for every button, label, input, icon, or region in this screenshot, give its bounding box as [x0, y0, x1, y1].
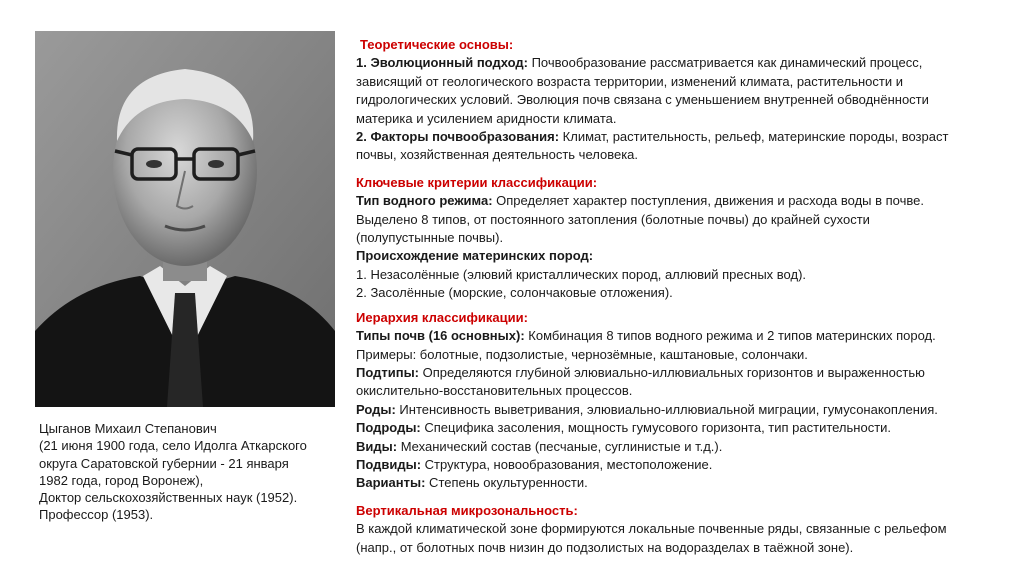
- term-label: Подтипы:: [356, 364, 420, 380]
- portrait-caption: [39, 420, 339, 524]
- text-line: [356, 327, 996, 345]
- term-text: Почвообразование рассматривается как динамический процесс,: [527, 55, 923, 71]
- content-column: [356, 36, 996, 557]
- caption-line: округа Саратовской губернии - 21 января: [39, 455, 289, 471]
- caption-name: Цыганов Михаил Степанович: [39, 421, 217, 436]
- text-line: [356, 364, 996, 382]
- portrait-photo: [35, 31, 335, 407]
- text-line: материка и усилением аридности климата.: [356, 110, 617, 126]
- term-text: Степень окультуренности.: [425, 475, 588, 491]
- term-label: Виды:: [356, 438, 398, 454]
- text-line: [356, 419, 996, 437]
- section-theory: [356, 36, 996, 165]
- term-label: Варианты:: [356, 475, 426, 491]
- text-line: [356, 456, 996, 474]
- text-line: Выделено 8 типов, от постоянного затопления (болотные почвы) до крайней сухости: [356, 211, 870, 227]
- term-label: 2. Факторы почвообразования:: [356, 129, 560, 145]
- section-heading-hierarchy: Иерархия классификации:: [356, 309, 528, 325]
- caption-line: (21 июня 1900 года, село Идолга Аткарского: [39, 438, 307, 454]
- term-text: Определяются глубиной элювиально-иллювиальных горизонтов и выраженностью: [419, 364, 925, 380]
- text-line: (напр., от болотных почв низин до подзолистых на водоразделах в таёжной зоне).: [356, 539, 854, 555]
- list-item: 2. Засолённые (морские, солончаковые отложения).: [356, 285, 673, 301]
- section-criteria: [356, 174, 996, 303]
- text-line: Примеры: болотные, подзолистые, чернозёмные, каштановые, солончаки.: [356, 346, 808, 362]
- term-text: Механический состав (песчаные, суглинистые и т.д.).: [397, 438, 723, 454]
- text-line: [356, 192, 996, 210]
- term-label: Типы почв (16 основных):: [356, 328, 525, 344]
- text-line: (полупустынные почвы).: [356, 230, 504, 246]
- section-hierarchy: [356, 309, 996, 493]
- term-text: Климат, растительность, рельеф, материнские породы, возраст: [559, 129, 949, 145]
- term-label: Роды:: [356, 401, 396, 417]
- caption-line: Доктор сельскохозяйственных наук (1952).: [39, 490, 298, 506]
- term-text: Структура, новообразования, местоположение.: [421, 456, 713, 472]
- text-line: почвы, хозяйственная деятельность человека.: [356, 147, 639, 163]
- text-line: [356, 128, 996, 146]
- term-label: 1. Эволюционный подход:: [356, 55, 528, 71]
- caption-line: 1982 года, город Воронеж),: [39, 472, 204, 488]
- term-label: Подвиды:: [356, 456, 422, 472]
- term-text: Специфика засоления, мощность гумусового горизонта, тип растительности.: [420, 420, 892, 436]
- term-label: Тип водного режима:: [356, 193, 493, 209]
- term-label: Происхождение материнских пород:: [356, 248, 594, 264]
- section-heading-theory: Теоретические основы:: [360, 37, 514, 52]
- text-line: [356, 474, 996, 492]
- text-line: окислительно-восстановительных процессов.: [356, 383, 633, 399]
- text-line: [356, 438, 996, 456]
- text-line: [356, 54, 996, 72]
- text-line: [356, 401, 996, 419]
- term-text: Интенсивность выветривания, элювиально-иллювиальной миграции, гумусонакопления.: [395, 401, 938, 417]
- term-text: Комбинация 8 типов водного режима и 2 типов материнских пород.: [524, 328, 936, 344]
- text-line: зависящий от геологического возраста территории, изменений климата, растительности и: [356, 73, 903, 89]
- term-text: Определяет характер поступления, движения и расхода воды в почве.: [492, 193, 924, 209]
- text-line: В каждой климатической зоне формируются локальные почвенные ряды, связанные с рельефом: [356, 521, 947, 537]
- section-heading-micro: Вертикальная микрозональность:: [356, 502, 578, 518]
- caption-line: Профессор (1953).: [39, 507, 154, 523]
- list-item: 1. Незасолённые (элювий кристаллических пород, аллювий пресных вод).: [356, 266, 807, 282]
- text-line: гидрологических условий. Эволюция почв связана с уменьшением внутренней обводнённости: [356, 92, 929, 108]
- term-label: Подроды:: [356, 420, 421, 436]
- text-line: [356, 247, 996, 265]
- section-micro: [356, 502, 996, 557]
- section-heading-criteria: Ключевые критерии классификации:: [356, 174, 598, 190]
